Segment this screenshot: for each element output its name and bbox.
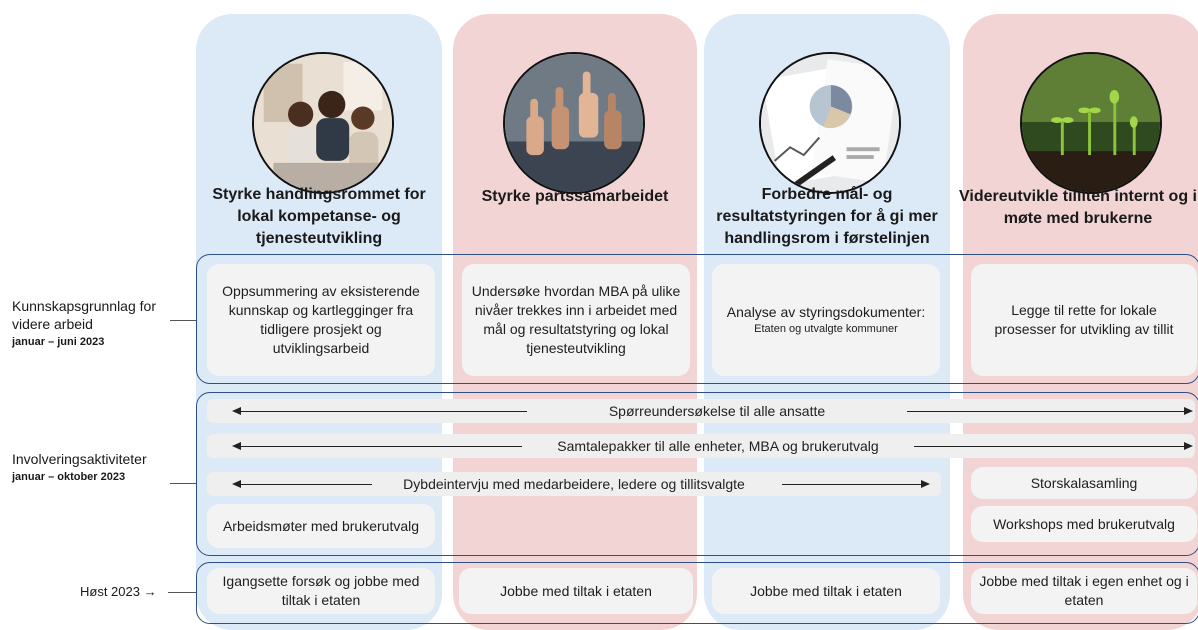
large-scale-gathering-text: Storskalasamling <box>1030 474 1138 491</box>
survey-arrow-line-left <box>240 411 527 412</box>
workmeeting-text: Arbeidsmøter med brukerutvalg <box>222 517 420 534</box>
row-autumn-connector <box>168 592 196 593</box>
knowledge-cell-1 <box>207 264 435 376</box>
row-involvement-label <box>12 450 182 486</box>
column-3-title: Forbedre mål- og resultatstyringen for å gi mer handlingsrom i førstelinjen <box>716 186 938 247</box>
people-meeting-photo <box>252 52 394 194</box>
row-involvement-connector <box>170 483 196 484</box>
knowledge-cell-4-text: Legge til rette for lokale prosesser for utvikling av tillit <box>994 302 1174 337</box>
interview-arrowhead-left <box>232 480 241 488</box>
survey-arrowhead-left <box>232 407 241 415</box>
autumn-cell-3 <box>712 568 940 614</box>
survey-label: Spørreundersøkelse til alle ansatte <box>608 403 826 419</box>
conversation-label: Samtalepakker til alle enheter, MBA og brukerutvalg <box>557 438 879 454</box>
autumn-cell-1-text: Igangsette forsøk og jobbe med tiltak i etaten <box>222 573 420 608</box>
row-knowledge-period: januar – juni 2023 <box>12 336 105 348</box>
large-scale-gathering-cell <box>971 467 1197 499</box>
thumbs-up-photo <box>503 52 645 194</box>
conversation-arrow-line-left <box>240 446 522 447</box>
workshops-cell <box>971 506 1197 542</box>
column-2-title: Styrke partssamarbeidet <box>481 188 669 205</box>
workmeeting-cell <box>207 504 435 548</box>
column-4-title: Videreutvikle tilliten internt og i møte med brukerne <box>959 188 1197 227</box>
autumn-cell-3-text: Jobbe med tiltak i etaten <box>750 582 902 599</box>
row-involvement-title: Involveringsaktiviteter <box>12 451 147 467</box>
row-knowledge-connector <box>170 320 196 321</box>
conversation-arrowhead-left <box>232 442 241 450</box>
column-1-title: Styrke handlingsrommet for lokal kompetanse- og tjenesteutvikling <box>212 186 426 247</box>
interview-arrowhead-right <box>921 480 930 488</box>
interview-label: Dybdeintervju med medarbeidere, ledere og tillitsvalgte <box>403 476 745 492</box>
row-knowledge-label <box>12 297 182 351</box>
interview-arrow-line-right <box>782 484 922 485</box>
survey-arrow-line-right <box>907 411 1185 412</box>
knowledge-cell-3-text: Analyse av styringsdokumenter: <box>726 304 926 320</box>
autumn-cell-1 <box>207 568 435 614</box>
workshops-text: Workshops med brukerutvalg <box>993 515 1175 532</box>
autumn-cell-4 <box>971 568 1197 614</box>
interview-arrow-line-left <box>240 484 372 485</box>
sprouts-photo <box>1020 52 1162 194</box>
conversation-arrowhead-right <box>1184 442 1193 450</box>
knowledge-cell-3 <box>712 264 940 376</box>
knowledge-cell-2 <box>462 264 690 376</box>
autumn-cell-2 <box>459 568 693 614</box>
knowledge-cell-1-text: Oppsummering av eksisterende kunnskap og kartlegginger fra tidligere prosjekt og utviklingsarbeid <box>222 283 420 356</box>
survey-arrowhead-right <box>1184 407 1193 415</box>
knowledge-cell-3-subtext: Etaten og utvalgte kommuner <box>754 323 898 335</box>
documents-charts-photo <box>759 52 901 194</box>
row-autumn-label: Høst 2023 → <box>80 584 157 599</box>
autumn-cell-4-text: Jobbe med tiltak i egen enhet og i etaten <box>979 573 1189 608</box>
autumn-cell-2-text: Jobbe med tiltak i etaten <box>500 582 652 599</box>
row-knowledge-title: Kunnskapsgrunnlag for videre arbeid <box>12 298 156 332</box>
knowledge-cell-2-text: Undersøke hvordan MBA på ulike nivåer trekkes inn i arbeidet med mål og resultatstyring og lokal tjenesteutvikling <box>471 283 681 356</box>
conversation-arrow-line-right <box>914 446 1185 447</box>
knowledge-cell-4 <box>971 264 1197 376</box>
row-involvement-period: januar – oktober 2023 <box>12 471 126 483</box>
